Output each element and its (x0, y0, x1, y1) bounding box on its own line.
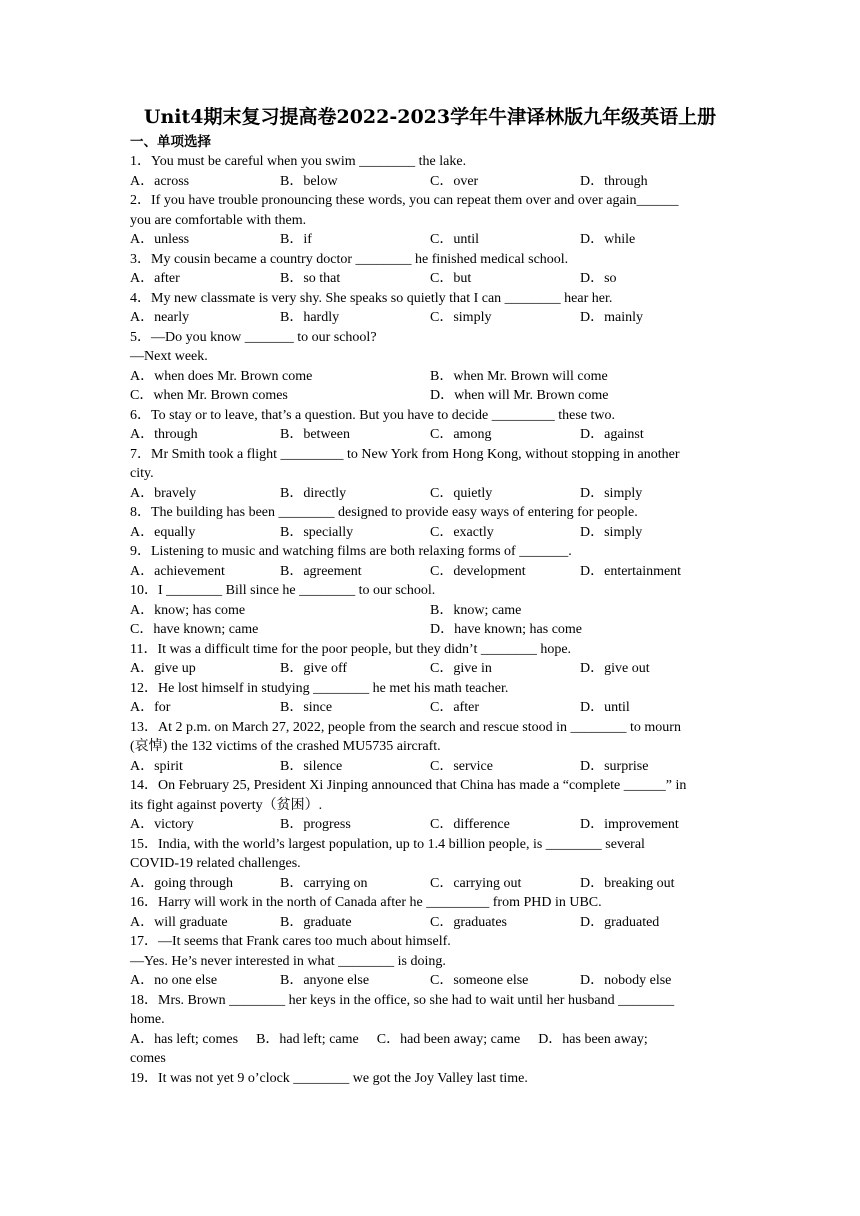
answer-option: C．have known; came (130, 622, 259, 637)
answer-option: D．has been away; (538, 1031, 648, 1047)
answer-option: C．simply (430, 310, 492, 325)
answer-option: B．hardly (280, 310, 340, 325)
question-text: city. (130, 466, 154, 481)
question-item (130, 542, 730, 581)
answer-option: B．directly (280, 485, 347, 501)
answer-option: comes (130, 1051, 166, 1066)
answer-option: D．through (580, 173, 648, 189)
answer-option: C．after (430, 700, 479, 715)
question-text: 10．I ________ Bill since he ________ to our school. (130, 583, 436, 598)
options-row (130, 562, 730, 582)
options-row (130, 484, 730, 504)
section-heading: 一、单项选择 (130, 134, 211, 150)
question-item (130, 991, 730, 1069)
answer-option: D．surprise (580, 758, 649, 774)
answer-option: B．graduate (280, 914, 352, 930)
answer-option: A．will graduate (130, 914, 228, 930)
answer-option: D．so (580, 271, 617, 286)
page-title: Unit4期末复习提高卷2022-2023学年牛津译林版九年级英语上册 (143, 106, 717, 128)
options-row (130, 815, 730, 835)
options-row (130, 601, 730, 621)
answer-option: C．quietly (430, 485, 493, 501)
question-text: 3．My cousin became a country doctor ________ he finished medical school. (130, 251, 569, 267)
answer-option: B．anyone else (280, 973, 370, 988)
answer-option: D．against (580, 427, 644, 442)
answer-option: C．graduates (430, 914, 507, 930)
options-row (130, 523, 730, 543)
question-text: its fight against poverty（贫困）. (130, 797, 323, 813)
options-row (130, 308, 730, 328)
question-text: (哀悼) the 132 victims of the crashed MU5735 aircraft. (130, 739, 441, 754)
options-row (130, 172, 730, 192)
question-item (130, 503, 730, 542)
answer-option: A．no one else (130, 973, 218, 988)
answer-option: C．until (430, 232, 480, 247)
options-row (130, 425, 730, 445)
question-item (130, 191, 730, 250)
options-row (130, 698, 730, 718)
question-text: 8．The building has been ________ designed to provide easy ways of entering for people. (130, 505, 638, 520)
options-row (130, 230, 730, 250)
question-text: 5．—Do you know _______ to our school? (130, 329, 377, 345)
answer-option: A．bravely (130, 485, 197, 501)
options-row (130, 659, 730, 679)
question-text: 9．Listening to music and watching films are both relaxing forms of _______. (130, 544, 572, 559)
question-item (130, 718, 730, 777)
options-row (130, 757, 730, 777)
question-list (130, 152, 730, 1088)
question-text: 13．At 2 p.m. on March 27, 2022, people from the search and rescue stood in ________ to mourn (130, 719, 681, 735)
answer-option: C．but (430, 271, 472, 286)
answer-option: C．service (430, 758, 493, 774)
answer-option: B．if (280, 232, 312, 247)
question-item (130, 445, 730, 504)
question-text: 1．You must be careful when you swim ________ the lake. (130, 154, 467, 169)
answer-option: C．exactly (430, 524, 494, 540)
answer-option: B．carrying on (280, 875, 368, 891)
answer-option: D．simply (580, 524, 643, 540)
options-row (130, 1030, 730, 1050)
question-text: 14．On February 25, President Xi Jinping announced that China has made a “complete ______” in (130, 778, 687, 793)
answer-option: D．breaking out (580, 875, 675, 891)
question-text: 17．—It seems that Frank cares too much about himself. (130, 934, 451, 949)
answer-option: B．since (280, 700, 333, 715)
question-text: 4．My new classmate is very shy. She speaks so quietly that I can ________ hear her. (130, 290, 613, 306)
answer-option: D．until (580, 700, 630, 715)
question-item (130, 152, 730, 191)
answer-option: A．going through (130, 875, 234, 891)
question-item (130, 640, 730, 679)
answer-option: A．after (130, 271, 180, 286)
answer-option: A．victory (130, 817, 194, 832)
options-row (130, 913, 730, 933)
answer-option: D．while (580, 232, 636, 247)
options-row (130, 971, 730, 991)
answer-option: B．give off (280, 661, 348, 676)
answer-option: B．so that (280, 271, 341, 286)
answer-option: D．improvement (580, 817, 679, 832)
question-text: 19．It was not yet 9 o’clock ________ we got the Joy Valley last time. (130, 1070, 528, 1086)
answer-option: C．over (430, 173, 479, 189)
question-text: 12．He lost himself in studying ________ he met his math teacher. (130, 680, 509, 696)
answer-option: C．someone else (430, 973, 529, 988)
answer-option: D．give out (580, 661, 650, 676)
question-item (130, 581, 730, 640)
answer-option: B．had left; came (256, 1031, 359, 1047)
answer-option: C．development (430, 563, 526, 579)
answer-option: A．through (130, 427, 198, 442)
question-item (130, 932, 730, 991)
question-text: 18．Mrs. Brown ________ her keys in the office, so she had to wait until her husband ________ (130, 992, 675, 1008)
answer-option: C．when Mr. Brown comes (130, 388, 288, 403)
question-item (130, 776, 730, 835)
options-row (130, 269, 730, 289)
answer-option: D．simply (580, 485, 643, 501)
answer-option: D．entertainment (580, 563, 682, 579)
question-text: 7．Mr Smith took a flight _________ to New York from Hong Kong, without stopping in another (130, 446, 680, 462)
question-item (130, 289, 730, 328)
options-row (130, 620, 730, 640)
answer-option: D．have known; has come (430, 622, 583, 637)
answer-option: A．know; has come (130, 602, 246, 618)
answer-option: B．progress (280, 817, 351, 832)
question-text: you are comfortable with them. (130, 212, 307, 228)
question-item (130, 1069, 730, 1089)
document-page (130, 102, 730, 1088)
answer-option: C．among (430, 427, 492, 442)
answer-option: B．know; came (430, 602, 522, 618)
answer-option: B．specially (280, 524, 354, 540)
answer-option: A．across (130, 173, 190, 189)
answer-option: A．spirit (130, 758, 183, 774)
answer-option: B．below (280, 173, 338, 189)
options-row (130, 1049, 730, 1069)
answer-option: B．between (280, 427, 350, 442)
question-item (130, 835, 730, 894)
answer-option: A．when does Mr. Brown come (130, 368, 313, 384)
question-text: COVID-19 related challenges. (130, 856, 301, 871)
answer-option: B．when Mr. Brown will come (430, 368, 608, 384)
options-row (130, 367, 730, 387)
answer-option: C．carrying out (430, 875, 522, 891)
question-text: 2．If you have trouble pronouncing these words, you can repeat them over and over again______ (130, 193, 679, 208)
answer-option: A．for (130, 700, 171, 715)
answer-option: D．nobody else (580, 973, 672, 988)
options-row (130, 874, 730, 894)
question-item (130, 250, 730, 289)
question-text: 11．It was a difficult time for the poor people, but they didn’t ________ hope. (130, 641, 572, 657)
answer-option: A．unless (130, 232, 190, 247)
answer-option: C．difference (430, 817, 510, 832)
question-text: 15．India, with the world’s largest population, up to 1.4 billion people, is ________ several (130, 836, 645, 852)
answer-option: C．give in (430, 661, 492, 676)
answer-option: D．graduated (580, 914, 660, 930)
answer-option: D．mainly (580, 310, 643, 325)
options-row (130, 386, 730, 406)
answer-option: C．had been away; came (376, 1031, 521, 1047)
answer-option: A．give up (130, 661, 196, 676)
question-text: —Yes. He’s never interested in what ________ is doing. (130, 953, 446, 969)
answer-option: B．silence (280, 758, 343, 774)
question-text: 16．Harry will work in the north of Canada after he _________ from PHD in UBC. (130, 895, 602, 910)
question-text: 6．To stay or to leave, that’s a question. But you have to decide _________ these two. (130, 407, 616, 423)
answer-option: D．when will Mr. Brown come (430, 388, 609, 403)
question-item (130, 328, 730, 406)
answer-option: A．equally (130, 524, 196, 540)
question-text: home. (130, 1012, 165, 1027)
answer-option: A．has left; comes (130, 1031, 239, 1047)
answer-option: A．achievement (130, 563, 225, 579)
answer-option: A．nearly (130, 310, 190, 325)
question-item (130, 893, 730, 932)
question-item (130, 406, 730, 445)
question-item (130, 679, 730, 718)
question-text: —Next week. (130, 349, 208, 364)
answer-option: B．agreement (280, 563, 362, 579)
